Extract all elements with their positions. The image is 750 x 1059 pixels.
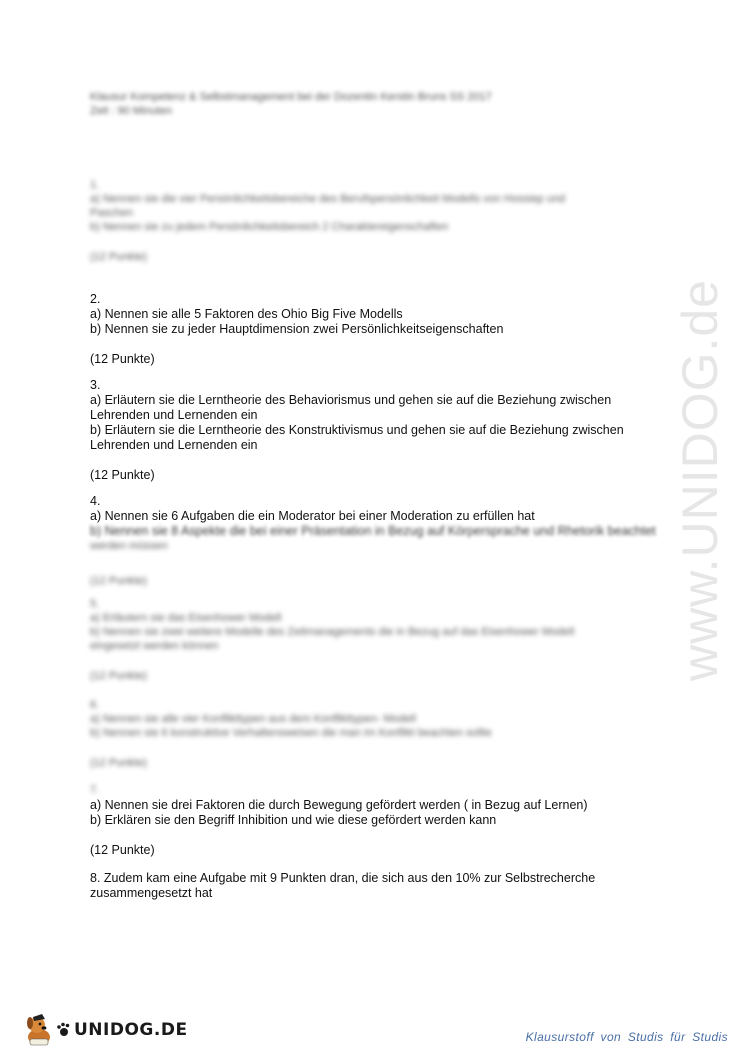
question-number: 5. [90,598,100,610]
question-line: b) Nennen sie 6 konstruktive Verhaltensweisen die man im Konflikt beachten sollte [90,727,492,739]
question-line: b) Nennen sie 8 Aspekte die bei einer Präsentation in Bezug auf Körpersprache und Rhetorik beachtet [90,524,656,538]
question-3 [90,378,650,483]
question-points: (12 Punkte) [90,670,147,682]
question-line: b) Nennen sie zu jeder Hauptdimension zwei Persönlichkeitseigenschaften [90,322,504,336]
question-points: (12 Punkte) [90,757,147,769]
question-points: (12 Punkte) [90,468,155,482]
question-line: Lehrenden und Lernenden ein [90,408,258,422]
question-line: a) Nennen sie alle 5 Faktoren des Ohio Big Five Modells [90,307,403,321]
question-6 [90,698,650,771]
question-line: b) Nennen sie zu jedem Persönlichkeitsbereich 2 Charaktereigenschaften [90,221,449,233]
question-number: 2. [90,292,101,306]
question-line: Lehrenden und Lernenden ein [90,438,258,452]
question-number: 3. [90,378,101,392]
question-line: a) Nennen sie die vier Persönlichkeitsbereiche des Berufspersönlichkeit Modells von Hossiep und [90,193,566,205]
question-7 [90,783,650,858]
question-line: 8. Zudem kam eine Aufgabe mit 9 Punkten dran, die sich aus den 10% zur Selbstrecherche [90,871,596,885]
logo-text: UNIDOG.DE [74,1020,188,1040]
question-points: (12 Punkte) [90,575,147,587]
question-line: a) Erläutern sie die Lerntheorie des Behaviorismus und gehen sie auf die Beziehung zwischen [90,393,612,407]
question-number: 6. [90,699,100,711]
question-line: zusammengesetzt hat [90,886,213,900]
question-2 [90,292,650,367]
question-line: werden müssen [90,540,168,552]
question-line: b) Erklären sie den Begriff Inhibition und wie diese gefördert werden kann [90,813,497,827]
question-line: a) Nennen sie alle vier Konflikttypen aus dem Konflikttypen- Modell [90,713,416,725]
question-line: Paschen [90,207,133,219]
question-8 [90,871,650,901]
question-5 [90,597,650,684]
paw-icon [56,1022,72,1038]
question-points: (12 Punkte) [90,843,155,857]
question-line: b) Nennen sie zwei weitere Modelle des Zeitmanagements die in Bezug auf das Eisenhower Modell [90,626,575,638]
question-line: a) Nennen sie 6 Aufgaben die ein Moderator bei einer Moderation zu erfüllen hat [90,509,535,523]
question-4 [90,494,656,589]
question-points: (12 Punkte) [90,352,155,366]
question-points: (12 Punkte) [90,251,147,263]
exam-duration: Zeit : 90 Minuten [90,105,172,117]
question-number: 1. [90,179,100,191]
question-line: b) Erläutern sie die Lerntheorie des Konstruktivismus und gehen sie auf die Beziehung zwischen [90,423,624,437]
question-number: 4. [90,494,101,508]
question-line: a) Nennen sie drei Faktoren die durch Bewegung gefördert werden ( in Bezug auf Lernen) [90,798,588,812]
dog-mascot-icon [24,1013,54,1047]
question-line: a) Erläutern sie das Eisenhower Modell [90,612,282,624]
footer-tagline: Klausurstoff von Studis für Studis [525,1030,728,1044]
question-1 [90,178,650,265]
question-number: 7. [90,784,100,796]
exam-header [90,90,610,118]
question-line: eingesetzt werden können [90,640,219,652]
unidog-logo [24,1012,188,1048]
exam-title: Klausur Kompetenz & Selbstmanagement bei der Dozentin Kerstin Bruns SS 2017 [90,91,492,103]
watermark: www.UNIDOG.de [672,279,728,681]
